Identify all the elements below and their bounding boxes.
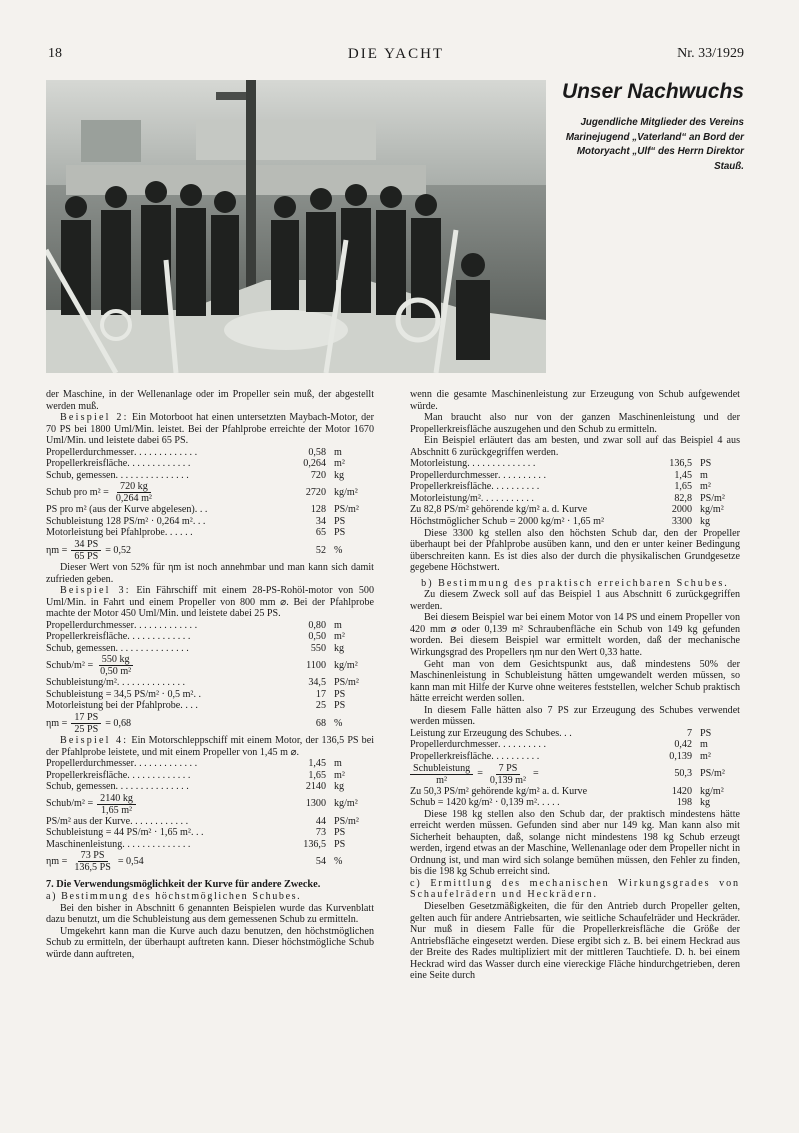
row-label: Höchstmöglicher Schub = 2000 kg/m² · 1,65 m² <box>410 516 604 528</box>
row-label: Motorleistung bei der Pfahlprobe <box>46 700 181 712</box>
table-row <box>410 739 740 751</box>
table-row <box>410 728 740 740</box>
page-number: 18 <box>48 46 62 61</box>
row-dots: . . . <box>559 727 572 739</box>
right-para-1: wenn die gesamte Maschinenleistung zur Erzeugung von Schub aufgewendet würde. <box>410 389 740 412</box>
row-label: Zu 82,8 PS/m² gehörende kg/m² a. d. Kurve <box>410 504 588 516</box>
row-value: 1420 <box>671 785 692 797</box>
row-value: 17 <box>315 688 326 700</box>
table-row <box>46 781 374 793</box>
row-dots: . . <box>193 688 202 700</box>
row-label: Schub, gemessen <box>46 642 116 654</box>
example-3-table <box>46 620 374 655</box>
section-7-heading: 7. Die Verwendungsmöglichkeit der Kurve für andere Zwecke. <box>46 879 321 891</box>
row-dots: . . . . . . . . . . . . . . . <box>115 781 189 793</box>
section-b-para-2: Bei diesem Beispiel war bei einem Motor von 14 PS und einem Propeller von 420 mm ⌀ oder 0,139 m² Schraubenfläche ein Schub von 149 kg gefunden worden. Bei diesem Beispiel war ermittelt worden, daß der mechanische Wirkungsgrad des Propellers ηm nur den Wert 0,33 hatte. <box>410 612 740 659</box>
row-unit: PS/m² <box>334 504 359 516</box>
row-dots: . . . . <box>180 700 198 712</box>
caption-title: Unser Nachwuchs <box>561 80 744 103</box>
table-row <box>46 839 374 851</box>
row-unit: kg <box>334 469 345 481</box>
example-3-heading: Beispiel 3: <box>60 585 131 597</box>
example-2-efficiency-formula: ηm = $\frac{34 PS}{65 PS}$ = 0,52 52 % <box>46 539 343 563</box>
table-row <box>410 751 740 763</box>
row-label: Maschinenleistung <box>46 838 123 850</box>
row-value: 198 <box>676 797 692 809</box>
row-dots: . . . . . . . . . . . . . . . <box>115 642 189 654</box>
max-thrust-table <box>410 458 740 527</box>
row-label: Leistung zur Erzeugung des Schubes <box>410 727 560 739</box>
row-dots: . . . . . . . . . . . . . <box>127 458 191 470</box>
row-value: 1,65 <box>308 769 326 781</box>
table-row <box>46 447 374 459</box>
row-label: Schub, gemessen <box>46 469 116 481</box>
row-value: 0,42 <box>674 739 692 751</box>
table-row <box>46 527 374 539</box>
section-7a-para-2: Umgekehrt kann man die Kurve auch dazu benutzen, den höchstmöglichen Schub zu ermitteln, der überhaupt auftreten kann. Dieser höchstmögliche Schub würde dann auftreten, <box>46 925 374 960</box>
example-4-paragraph <box>46 735 374 758</box>
row-unit: m² <box>334 769 345 781</box>
row-unit: kg <box>334 642 345 654</box>
row-unit: kg <box>700 516 711 528</box>
example-3-efficiency-formula: ηm = $\frac{17 PS}{25 PS}$ = 0,68 68 % <box>46 712 343 736</box>
row-dots: . . . <box>194 504 208 516</box>
right-column <box>410 389 740 982</box>
row-unit: m <box>334 619 342 631</box>
example-2-conclusion: Dieser Wert von 52% für ηm ist noch annehmbar und man kann sich damit zufrieden geben. <box>46 562 374 585</box>
example-2-table <box>46 447 374 482</box>
row-label: Propellerkreisfläche <box>410 481 492 493</box>
row-value: 34,5 <box>308 677 326 689</box>
row-value: 7 <box>686 727 692 739</box>
row-unit: PS <box>334 838 346 850</box>
row-label: Schubleistung/m² <box>46 677 117 689</box>
row-label: Schub = 1420 kg/m² · 0,139 m² <box>410 797 537 809</box>
row-value: 82,8 <box>674 492 692 504</box>
row-dots: . . . . . . . . . . <box>491 481 540 493</box>
row-label: PS/m² aus der Kurve <box>46 815 131 827</box>
row-dots <box>604 516 634 528</box>
table-row <box>46 470 374 482</box>
row-dots: . . . <box>190 827 204 839</box>
photo-image <box>46 80 546 373</box>
table-row <box>410 516 740 528</box>
row-dots: . . . . . . . . . . <box>498 469 546 481</box>
table-row <box>46 643 374 655</box>
row-unit: PS <box>334 700 346 712</box>
row-label: Schubleistung = 44 PS/m² · 1,65 m² <box>46 827 191 839</box>
row-value: 0,50 <box>308 631 326 643</box>
row-unit: m <box>700 469 708 481</box>
row-label: PS pro m² (aus der Kurve abgelesen) <box>46 504 195 516</box>
row-label: Schubleistung = 34,5 PS/m² · 0,5 m² <box>46 688 194 700</box>
row-value: 73 <box>315 827 326 839</box>
row-value: 0,264 <box>303 458 326 470</box>
example-2-paragraph <box>46 412 374 447</box>
page-header <box>48 46 744 68</box>
row-label: Schub, gemessen <box>46 781 116 793</box>
example-2-thrust-formula: Schub pro m² = $\frac{720 kg}{\text{0,264 m²}}$ 2720 kg/m² <box>46 481 358 505</box>
example-3-thrust-formula: Schub/m² = $\frac{550 kg}{\text{0,50 m²}}$ 1100 kg/m² <box>46 654 358 678</box>
table-row <box>46 770 374 782</box>
row-label: Propellerkreisfläche <box>46 631 128 643</box>
section-b-para-1: Zu diesem Zweck soll auf das Beispiel 1 aus Abschnitt 6 zurückgegriffen werden. <box>410 589 740 612</box>
row-value: 136,5 <box>303 838 326 850</box>
row-label: Propellerkreisfläche <box>410 750 492 762</box>
row-dots: . . . . . . . . . . . . . <box>134 446 198 458</box>
section-7a-para-1: Bei den bisher in Abschnitt 6 genannten Beispielen wurde das Kurvenblatt dazu benutzt, um die Schubleistung aus dem gemessenen Schub zu ermitteln. <box>46 902 374 926</box>
row-unit: m <box>334 758 342 770</box>
photo-caption <box>560 80 744 174</box>
row-value: 0,139 <box>669 750 692 762</box>
row-dots <box>587 504 634 516</box>
row-dots: . . . . . . . . . . . . . . <box>116 677 186 689</box>
row-value: 65 <box>315 527 326 539</box>
table-row <box>46 677 374 689</box>
table-row <box>410 786 740 798</box>
example-2-text: Ein Motorboot hat einen untersetzten Maybach-Motor, der 70 PS bei 1800 Uml/Min. leistet. Bei der Pfahlprobe erreichte der Motor 1670 Uml/Min. und leistete dabei 65 PS. <box>46 412 374 447</box>
table-row <box>410 504 740 516</box>
magazine-title: DIE YACHT <box>347 46 445 62</box>
example-2-heading: Beispiel 2: <box>60 412 129 424</box>
right-para-3: Ein Beispiel erläutert das am besten, und zwar soll auf das Beispiel 4 aus Abschnitt 6 zurückgegriffen werden. <box>410 435 740 458</box>
table-row <box>46 827 374 839</box>
row-unit: m <box>700 739 708 751</box>
table-row <box>46 458 374 470</box>
row-unit: PS/m² <box>334 815 359 827</box>
example-4-efficiency-formula: ηm = $\frac{73 PS}{136,5 PS}$ = 0,54 54 % <box>46 850 343 874</box>
row-dots: . . . . . . . . . . . <box>480 492 534 504</box>
row-unit: PS <box>700 458 712 470</box>
row-label: Motorleistung <box>410 458 468 470</box>
row-unit: PS <box>700 727 712 739</box>
practical-thrust-table-2 <box>410 786 740 809</box>
row-unit: m <box>334 446 342 458</box>
row-dots: . . . . . . . . . . . . <box>130 815 189 827</box>
row-unit: m² <box>334 458 345 470</box>
right-para-4: Diese 3300 kg stellen also den höchsten Schub dar, den der Propeller überhaupt bei der Pfahlprobe ausüben kann, und den er unter keiner Bedingung überschreiten kann. Es ist dies also der durch die physikalischen Grundgesetze gegebene Höchstwert. <box>410 527 740 574</box>
row-dots: . . . . . . . . . . . . . <box>127 769 191 781</box>
row-unit: PS <box>334 527 346 539</box>
table-row <box>46 758 374 770</box>
row-dots: . . . . . . . . . . . . . . <box>122 838 191 850</box>
row-value: 25 <box>315 700 326 712</box>
right-para-6: Dieselben Gesetzmäßigkeiten, die für den Antrieb durch Propeller gelten, gelten auch für andere Antriebsarten, wie seitliche Schaufelräder und Heckräder. Nur muß in diesem Falle für die Propellerkreisfläche die Größe der Antriebsfläche eingesetzt werden. Diese ergibt sich z. B. bei einem Heckrad aus der Breite des Rades multipliziert mit der mittleren Tauchtiefe. D. h. bei einem Heckrad wird das Wasser durch eine viereckige Fläche hindurchgetrieben, deren eine Seite durch <box>410 900 740 982</box>
row-unit: kg <box>334 781 345 793</box>
example-3-table-2 <box>46 677 374 712</box>
row-value: 1,45 <box>674 469 692 481</box>
row-dots: . . . . . . <box>164 527 193 539</box>
section-b-heading: b) Bestimmung des praktisch erreichbaren Schubes. <box>421 577 729 589</box>
row-unit: m² <box>700 481 711 493</box>
row-dots: . . . . . . . . . . . . . <box>134 758 198 770</box>
table-row <box>410 458 740 470</box>
table-row <box>46 700 374 712</box>
example-3-text: Ein Fährschiff mit einem 28-PS-Rohöl-motor von 500 Uml/Min. in Fahrt und einem Propeller von 800 mm ⌀. Bei der Pfahlprobe machte der Motor 450 Uml/Min. und leistete dabei 25 PS. <box>46 585 374 620</box>
section-7a-heading: a) Bestimmung des höchstmöglichen Schubes. <box>46 890 302 902</box>
row-unit: kg/m² <box>700 504 724 516</box>
table-row <box>410 481 740 493</box>
row-label: Propellerdurchmesser <box>46 619 135 631</box>
thrust-power-formula: $\frac{\text{Schubleistung}}{\text{m²}}$ = $\frac{7 PS}{\text{0,139 m²}}$ = 50,3 PS/m² <box>410 763 740 786</box>
row-dots: . . . . . . . . . . . . . . . <box>115 469 189 481</box>
example-3-paragraph <box>46 585 374 620</box>
issue-number: Nr. 33/1929 <box>677 46 744 61</box>
row-unit: m² <box>334 631 345 643</box>
row-label: Propellerkreisfläche <box>46 458 128 470</box>
table-row <box>46 689 374 701</box>
row-label: Zu 50,3 PS/m² gehörende kg/m² a. d. Kurve <box>410 785 588 797</box>
right-para-2: Man braucht also nur von der ganzen Maschinenleistung und der Propellerkreisfläche auszugehen und den Schub zu ermitteln. <box>410 412 740 435</box>
row-value: 44 <box>315 815 326 827</box>
row-value: 550 <box>310 642 326 654</box>
row-label: Propellerkreisfläche <box>46 769 128 781</box>
row-value: 2140 <box>305 781 326 793</box>
row-label: Propellerdurchmesser <box>410 469 499 481</box>
table-row <box>46 631 374 643</box>
row-label: Propellerdurchmesser <box>410 739 499 751</box>
row-value: 0,80 <box>308 619 326 631</box>
row-label: Motorleistung/m² <box>410 492 481 504</box>
left-column <box>46 389 374 960</box>
table-row <box>410 493 740 505</box>
table-row <box>46 504 374 516</box>
section-c-heading: c) Ermittlung des mechanischen Wirkungsgrades von Schaufelrädern und Heckrädern. <box>410 877 740 901</box>
row-value: 0,58 <box>308 446 326 458</box>
row-dots <box>587 786 634 798</box>
row-label: Schubleistung 128 PS/m² · 0,264 m² <box>46 515 193 527</box>
table-row <box>46 816 374 828</box>
example-4-table <box>46 758 374 793</box>
crew-photo <box>46 80 546 373</box>
row-unit: kg/m² <box>700 785 724 797</box>
row-value: 128 <box>310 504 326 516</box>
row-dots: . . . . . . . . . . . . . . <box>467 458 536 470</box>
table-row <box>46 516 374 528</box>
practical-thrust-table <box>410 728 740 763</box>
row-unit: PS/m² <box>334 677 359 689</box>
example-2-table-2 <box>46 504 374 539</box>
row-label: Propellerdurchmesser <box>46 758 135 770</box>
table-row <box>46 620 374 632</box>
row-unit: PS/m² <box>700 492 725 504</box>
row-value: 3300 <box>671 516 692 528</box>
row-value: 1,65 <box>674 481 692 493</box>
row-label: Propellerdurchmesser <box>46 446 135 458</box>
table-row <box>410 470 740 482</box>
row-dots: . . . . . . . . . . <box>491 750 540 762</box>
section-b-para-4: In diesem Falle hätten also 7 PS zur Erzeugung des Schubes verwendet werden müssen. <box>410 704 740 728</box>
example-4-thrust-formula: Schub/m² = $\frac{2140 kg}{\text{1,65 m²}}$ 1300 kg/m² <box>46 792 358 816</box>
example-4-text: Ein Motorschleppschiff mit einem Motor, der 136,5 PS bei der Pfahlprobe leistete, und mit einem Propeller von 1,45 m ⌀. <box>46 735 375 758</box>
example-4-table-2 <box>46 816 374 851</box>
caption-text: Jugendliche Mitglieder des Vereins Marinejugend „Vaterland“ an Bord der Motoryacht „Ulf“ des Herrn Direktor Stauß. <box>565 117 744 172</box>
row-value: 136,5 <box>669 458 692 470</box>
left-para-continued: der Maschine, in der Wellenanlage oder im Propeller sein muß, der abgestellt werden muß. <box>46 389 374 412</box>
table-row <box>410 797 740 809</box>
row-dots: . . . <box>192 515 206 527</box>
row-unit: PS <box>334 827 346 839</box>
row-value: 34 <box>315 515 326 527</box>
row-value: 2000 <box>671 504 692 516</box>
row-dots: . . . . . . . . . . <box>498 739 546 751</box>
row-value: 720 <box>310 469 326 481</box>
row-dots: . . . . . . . . . . . . . <box>127 631 191 643</box>
right-para-5: Diese 198 kg stellen also den Schub dar, der praktisch mindestens hätte erreicht werden müssen. Gefunden sind aber nur 149 kg. Man kann also mit Sicherheit behaupten, daß, solange nicht mindestens 198 kg Schub erzeugt werden, irgend etwas an der Maschine, Wellenanlage oder dem Propeller nicht in Ordnung ist, und man wird sich solange bemühen müssen, den Fehler zu finden, bis die 198 kg Schub erreicht sind. <box>410 808 740 878</box>
row-label: Motorleistung bei Pfahlprobe <box>46 527 165 539</box>
row-unit: PS <box>334 515 346 527</box>
row-dots: . . . . . . . . . . . . . <box>134 619 198 631</box>
row-unit: kg <box>700 797 711 809</box>
row-dots: . . . . . <box>536 797 560 809</box>
row-unit: PS <box>334 688 346 700</box>
row-value: 1,45 <box>308 758 326 770</box>
example-4-heading: Beispiel 4: <box>60 735 129 747</box>
section-b-para-3: Geht man von dem Gesichtspunkt aus, daß mindestens 50% der Maschinenleistung in Schubleistung hätten umgewandelt werden müssen, so kann man mit Hilfe der Kurve ohne weiteres feststellen, welcher Schub praktisch hätte erreicht werden sollen. <box>410 658 740 705</box>
row-unit: m² <box>700 750 711 762</box>
